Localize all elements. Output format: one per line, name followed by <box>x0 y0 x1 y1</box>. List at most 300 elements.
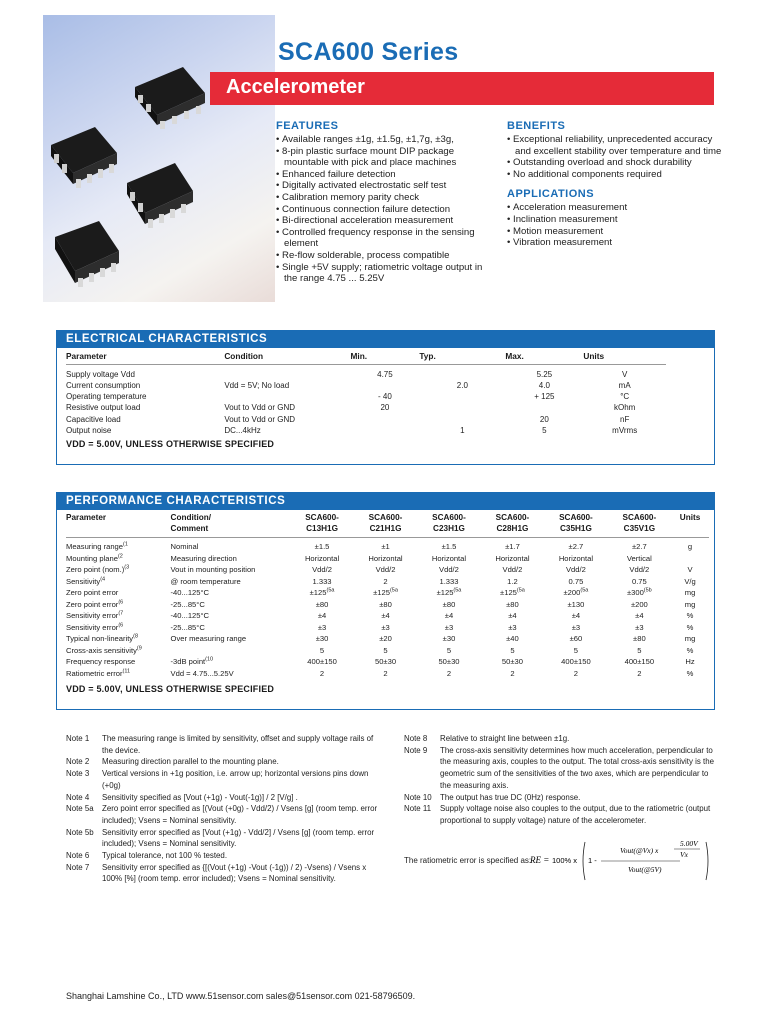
note-ref: (10 <box>205 656 214 663</box>
value-text: 5 <box>446 645 452 655</box>
value-cell <box>481 538 544 553</box>
formula-re: RE = <box>530 855 550 865</box>
value-text: 1.2 <box>507 576 518 586</box>
feature-item: • Bi-directional acceleration measurement <box>276 215 491 227</box>
table-cell: Vout to Vdd or GND <box>224 414 296 424</box>
value-text: ±80 <box>506 599 519 609</box>
table-cell: 4.0 <box>538 380 550 390</box>
value-text: ±200 <box>630 599 648 609</box>
value-text: Vertical <box>626 553 652 563</box>
value-text: Horizontal <box>368 553 403 563</box>
value-cell <box>417 668 480 680</box>
table-cell <box>224 391 350 402</box>
note-item <box>66 850 386 862</box>
value-cell <box>354 599 417 611</box>
note-item <box>404 803 714 826</box>
note-ref: (11 <box>122 667 131 674</box>
column-header: Max. <box>505 349 583 364</box>
note-item <box>66 768 386 791</box>
table-cell <box>419 414 505 425</box>
note-item <box>66 827 386 850</box>
column-header-model: SCA600- C28H1G <box>481 512 544 538</box>
condition-text: Nominal <box>170 542 199 551</box>
note-ref: (4 <box>100 575 106 582</box>
table-row <box>66 380 666 391</box>
table-cell: 4.75 <box>377 369 393 379</box>
column-header-model: SCA600- C21H1G <box>354 512 417 538</box>
parameter-cell <box>66 668 171 680</box>
value-cell <box>354 645 417 657</box>
value-cell <box>290 553 353 565</box>
parameter-cell <box>66 553 171 565</box>
table-header-row <box>66 512 709 538</box>
condition-cell <box>171 553 291 565</box>
table-row <box>66 633 709 645</box>
note-text: Vertical versions in +1g position, i.e. arrow up; horizontal versions pins down (+0g) <box>102 769 369 790</box>
parameter-cell <box>66 599 171 611</box>
condition-cell <box>171 587 291 599</box>
value-cell <box>544 656 607 668</box>
value-cell <box>608 553 671 565</box>
value-text: ±125 <box>309 588 327 597</box>
value-cell <box>544 564 607 576</box>
parameter-cell <box>66 656 171 668</box>
note-ref: (6 <box>118 621 124 628</box>
value-cell <box>417 538 480 553</box>
value-text: 5 <box>319 645 325 655</box>
value-text: 1.333 <box>439 576 459 586</box>
unit-cell: % <box>686 668 694 678</box>
note-label: Note 9 <box>404 745 428 755</box>
note-ref: (2 <box>117 552 123 559</box>
product-photo <box>43 15 275 302</box>
value-cell <box>544 599 607 611</box>
table-row <box>66 610 709 622</box>
note-label: Note 5b <box>66 827 94 837</box>
value-cell <box>354 622 417 634</box>
value-cell <box>290 668 353 680</box>
features-list <box>276 134 491 285</box>
value-cell <box>354 656 417 668</box>
value-text: ±4 <box>508 611 517 620</box>
note-ref: (5a <box>326 587 335 594</box>
table-cell <box>419 364 505 380</box>
condition-text: -40...125°C <box>170 588 210 597</box>
parameter-cell <box>66 622 171 634</box>
note-label: Note 8 <box>404 734 428 743</box>
value-text: 50±30 <box>501 657 523 666</box>
parameter-name: Zero point error <box>66 588 119 597</box>
note-ref: (1 <box>123 541 128 548</box>
condition-text: -25...85°C <box>170 622 205 632</box>
formula-vout-5v: Vout(@5V) <box>628 865 662 874</box>
table-cell <box>419 402 505 413</box>
benefits-list <box>507 134 722 180</box>
note-label: Note 7 <box>66 862 90 872</box>
note-ref: (5a <box>516 587 525 594</box>
value-text: Horizontal <box>495 553 530 563</box>
condition-label: Condition/ <box>170 513 212 522</box>
value-cell <box>481 576 544 588</box>
value-text: Vdd/2 <box>565 565 586 574</box>
table-cell: mA <box>618 380 631 390</box>
formula-graphic <box>530 836 714 886</box>
note-text: Relative to straight line between ±1g. <box>440 734 570 743</box>
value-text: 2 <box>446 668 452 678</box>
formula-vout-vx: Vout(@Vx) x <box>620 846 659 855</box>
chip-1 <box>135 67 205 129</box>
value-cell <box>481 622 544 634</box>
value-cell <box>544 610 607 622</box>
value-text: 2 <box>637 668 642 678</box>
table-row <box>66 564 709 576</box>
electrical-characteristics-panel <box>56 330 715 465</box>
benefit-item: • Outstanding overload and shock durability <box>507 157 722 169</box>
value-cell <box>481 599 544 611</box>
table-cell: + 125 <box>534 392 555 402</box>
note-text: Measuring direction parallel to the mounting plane. <box>102 757 279 767</box>
chip-3 <box>127 163 193 228</box>
parameter-cell <box>66 538 171 553</box>
note-item <box>404 733 714 745</box>
value-text: Horizontal <box>431 553 467 563</box>
condition-cell <box>171 538 291 553</box>
table-cell: Resistive output load <box>66 403 141 413</box>
feature-item: • Calibration memory parity check <box>276 192 491 204</box>
value-text: Horizontal <box>558 553 594 563</box>
value-text: Vdd/2 <box>312 565 332 574</box>
unit-cell: g <box>687 542 693 551</box>
condition-cell <box>171 576 291 588</box>
column-header: Units <box>583 349 666 364</box>
column-header: Typ. <box>419 349 505 364</box>
value-cell <box>608 668 671 680</box>
formula-label: The ratiometric error is specified as: <box>404 856 532 865</box>
value-cell <box>481 633 544 645</box>
value-text: ±125 <box>500 588 517 597</box>
value-cell <box>481 610 544 622</box>
value-text: 50±30 <box>438 657 460 666</box>
condition-cell <box>171 633 291 645</box>
parameter-name: Frequency response <box>66 657 136 666</box>
table-cell <box>351 380 420 391</box>
table-cell <box>224 364 350 380</box>
value-cell <box>481 553 544 565</box>
parameter-name: Zero point error <box>66 599 119 609</box>
value-cell <box>290 576 353 588</box>
table-cell: 2.0 <box>456 380 468 390</box>
table-cell <box>351 425 420 436</box>
value-cell <box>544 576 607 588</box>
page-title: SCA600 Series <box>278 38 459 66</box>
note-label: Note 4 <box>66 792 90 802</box>
note-ref: (8 <box>133 633 138 640</box>
comment-label: Comment <box>170 524 209 533</box>
value-text: Vdd/2 <box>629 565 650 574</box>
value-cell <box>290 656 353 668</box>
parameter-cell <box>66 645 171 657</box>
table-cell: Vdd = 5V; No load <box>224 380 290 390</box>
table-cell: Capacitive load <box>66 414 121 424</box>
value-text: 5 <box>637 645 642 655</box>
value-cell <box>354 538 417 553</box>
note-label: Note 6 <box>66 851 90 861</box>
value-cell <box>290 610 353 622</box>
value-text: ±1.5 <box>441 542 457 551</box>
unit-cell: mg <box>684 599 696 609</box>
value-text: ±125 <box>436 588 454 597</box>
value-cell <box>481 564 544 576</box>
application-item: • Motion measurement <box>507 226 722 238</box>
value-cell <box>608 576 671 588</box>
value-text: 2 <box>383 668 388 678</box>
table-row <box>66 622 709 634</box>
value-cell <box>481 645 544 657</box>
parameter-name: Ratiometric error <box>66 668 123 678</box>
application-item: • Vibration measurement <box>507 237 722 249</box>
value-text: 1.333 <box>312 576 332 586</box>
formula-one: 1 - <box>588 856 597 865</box>
value-text: 5 <box>510 645 515 655</box>
formula-top-num: 5.00V <box>680 839 698 848</box>
note-ref: (5a <box>580 587 589 594</box>
value-text: 0.75 <box>568 576 584 586</box>
condition-cell <box>171 610 291 622</box>
value-cell <box>354 576 417 588</box>
condition-cell <box>171 564 291 576</box>
feature-item: • Available ranges ±1g, ±1.5g, ±1,7g, ±3g, <box>276 134 491 146</box>
note-text: Sensitivity error specified as [Vout (+1g) - Vdd/2] / Vsens [g] (room temp. error included); Vsens = Nominal sensitivity. <box>102 827 375 849</box>
column-header-model: SCA600- C13H1G <box>290 512 353 538</box>
note-item <box>66 862 386 885</box>
parameter-name: Cross-axis sensitivity <box>66 645 137 655</box>
performance-characteristics-panel <box>56 492 715 710</box>
column-header: Condition <box>224 349 350 364</box>
value-text: Vdd/2 <box>375 565 396 574</box>
value-cell <box>417 633 480 645</box>
table-cell: Vout to Vdd or GND <box>224 403 296 413</box>
table-cell <box>419 391 505 402</box>
condition-text: Vdd = 4.75...5.25V <box>170 668 234 678</box>
value-cell <box>417 553 480 565</box>
note-ref: (5a <box>389 587 398 594</box>
note-item <box>66 756 386 768</box>
table-header-row <box>66 349 666 364</box>
value-cell <box>417 587 480 599</box>
table-cell: Current consumption <box>66 380 141 390</box>
value-text: 2 <box>319 668 325 678</box>
unit-cell: mg <box>684 634 696 643</box>
unit-cell: V/g <box>684 576 696 586</box>
table-row <box>66 538 709 553</box>
value-cell <box>608 633 671 645</box>
parameter-cell <box>66 564 171 576</box>
note-text: Typical tolerance, not 100 % tested. <box>102 851 228 861</box>
notes-left-column <box>66 733 386 885</box>
parameter-name: Zero point (nom.) <box>66 565 125 574</box>
value-text: ±1.7 <box>505 542 520 551</box>
value-cell <box>417 599 480 611</box>
applications-list <box>507 202 722 248</box>
parameter-name: Sensitivity error <box>66 622 119 632</box>
value-text: 2 <box>510 668 515 678</box>
chip-2 <box>51 127 117 188</box>
value-text: ±125 <box>373 588 390 597</box>
unit-cell: % <box>686 622 694 632</box>
value-cell <box>481 668 544 680</box>
note-text: The output has true DC (0Hz) response. <box>440 792 581 802</box>
table-row <box>66 599 709 611</box>
value-cell <box>354 633 417 645</box>
value-cell <box>417 645 480 657</box>
condition-text: Over measuring range <box>170 634 247 643</box>
table-cell: 5.25 <box>536 369 553 379</box>
note-label: Note 5a <box>66 804 94 814</box>
value-cell <box>417 622 480 634</box>
value-cell <box>354 610 417 622</box>
performance-heading: PERFORMANCE CHARACTERISTICS <box>57 493 714 510</box>
column-header-model: SCA600- C35H1G <box>544 512 607 538</box>
features-section <box>276 120 491 285</box>
value-text: ±3 <box>444 622 454 632</box>
value-text: 0.75 <box>631 576 647 586</box>
value-cell <box>290 564 353 576</box>
note-label: Note 10 <box>404 792 432 802</box>
parameter-name: Sensitivity <box>66 576 101 586</box>
note-label: Note 2 <box>66 757 90 767</box>
benefits-section <box>507 120 722 249</box>
value-text: ±4 <box>635 611 644 620</box>
value-cell <box>290 599 353 611</box>
value-text: ±40 <box>506 634 519 643</box>
value-text: ±3 <box>508 622 517 632</box>
feature-item: • Digitally activated electrostatic self test <box>276 180 491 192</box>
note-ref: (9 <box>136 644 142 651</box>
value-cell <box>544 553 607 565</box>
table-cell <box>505 402 583 413</box>
notes-right-column <box>404 733 714 827</box>
parameter-name: Measuring range <box>66 542 123 551</box>
table-row <box>66 402 666 413</box>
feature-item: • Single +5V supply; ratiometric voltage output in the range 4.75 ... 5.25V <box>276 262 491 285</box>
value-text: ±1 <box>381 542 390 551</box>
value-text: 400±150 <box>561 657 591 666</box>
table-cell: V <box>622 369 628 379</box>
value-cell <box>417 656 480 668</box>
note-item <box>404 745 714 792</box>
note-label: Note 3 <box>66 769 90 779</box>
value-cell <box>417 576 480 588</box>
condition-cell <box>171 656 291 668</box>
condition-cell <box>171 622 291 634</box>
value-cell <box>481 587 544 599</box>
value-text: ±300 <box>626 588 644 597</box>
value-cell <box>290 645 353 657</box>
value-text: ±4 <box>444 611 454 620</box>
value-text: ±130 <box>567 599 585 609</box>
value-cell <box>544 622 607 634</box>
condition-text: Vout in mounting position <box>170 565 256 574</box>
chip-illustration <box>43 15 275 302</box>
table-cell: Output noise <box>66 425 112 435</box>
value-text: ±4 <box>317 611 327 620</box>
electrical-vdd-note: VDD = 5.00V, UNLESS OTHERWISE SPECIFIED <box>66 439 275 449</box>
unit-cell: V <box>687 565 693 574</box>
value-cell <box>354 668 417 680</box>
value-text: ±30 <box>315 634 329 643</box>
parameter-cell <box>66 633 171 645</box>
value-cell <box>608 622 671 634</box>
value-text: Vdd/2 <box>439 565 459 574</box>
note-text: Zero point error specified as [(Vout (+0g) - Vdd/2) / Vsens [g] (room temp. error included); Vsens = Nominal sensitivity. <box>102 804 378 825</box>
benefit-item: • Exceptional reliability, unprecedented accuracy and excellent stability over temperature and time <box>507 134 722 157</box>
page-subtitle: Accelerometer <box>226 76 365 98</box>
value-cell <box>481 656 544 668</box>
column-header-condition <box>171 512 291 538</box>
column-header-parameter: Parameter <box>66 512 171 538</box>
note-item <box>66 733 386 756</box>
electrical-heading: ELECTRICAL CHARACTERISTICS <box>57 331 714 348</box>
feature-item: • 8-pin plastic surface mount DIP package mountable with pick and place machines <box>276 146 491 169</box>
value-text: ±20 <box>379 634 392 643</box>
application-item: • Inclination measurement <box>507 214 722 226</box>
note-text: Supply voltage noise also couples to the output, due to the ratiometric (output proportional to supply voltage) nature of the accelerometer. <box>440 804 711 825</box>
unit-cell: % <box>686 645 694 655</box>
feature-item: • Continuous connection failure detection <box>276 204 491 216</box>
unit-cell <box>671 553 709 565</box>
value-text: ±3 <box>317 622 327 632</box>
value-cell <box>417 610 480 622</box>
condition-text: @ room temperature <box>170 576 241 586</box>
value-cell <box>544 538 607 553</box>
value-text: ±3 <box>571 622 581 632</box>
benefit-item: • No additional components required <box>507 169 722 181</box>
table-cell: 1 <box>460 425 465 435</box>
table-cell: Operating temperature <box>66 392 147 402</box>
table-row <box>66 553 709 565</box>
value-cell <box>290 633 353 645</box>
note-ref: (7 <box>118 610 124 617</box>
benefits-heading: BENEFITS <box>507 120 566 132</box>
column-header-model: SCA600- C35V1G <box>608 512 671 538</box>
value-text: ±80 <box>379 599 392 609</box>
value-text: ±60 <box>569 634 583 643</box>
table-row <box>66 364 666 380</box>
column-header-units: Units <box>671 512 709 538</box>
table-cell: kOhm <box>614 403 636 413</box>
value-cell <box>354 553 417 565</box>
note-ref: (5b <box>643 587 652 594</box>
note-text: The measuring range is limited by sensitivity, offset and supply voltage rails of the device. <box>102 734 374 755</box>
performance-vdd-note: VDD = 5.00V, UNLESS OTHERWISE SPECIFIED <box>66 684 275 694</box>
table-cell <box>351 414 420 425</box>
value-cell <box>608 645 671 657</box>
note-ref: (3 <box>124 564 130 571</box>
application-item: • Acceleration measurement <box>507 202 722 214</box>
table-row <box>66 656 709 668</box>
value-text: ±4 <box>381 611 390 620</box>
feature-item: • Re-flow solderable, process compatible <box>276 250 491 262</box>
condition-text: Measuring direction <box>170 553 237 563</box>
table-cell: mVrms <box>612 425 638 435</box>
condition-cell <box>171 599 291 611</box>
value-cell <box>544 668 607 680</box>
value-text: ±80 <box>442 599 456 609</box>
note-label: Note 11 <box>404 804 432 814</box>
value-cell <box>608 599 671 611</box>
condition-cell <box>171 645 291 657</box>
table-cell: Supply voltage Vdd <box>66 369 135 379</box>
